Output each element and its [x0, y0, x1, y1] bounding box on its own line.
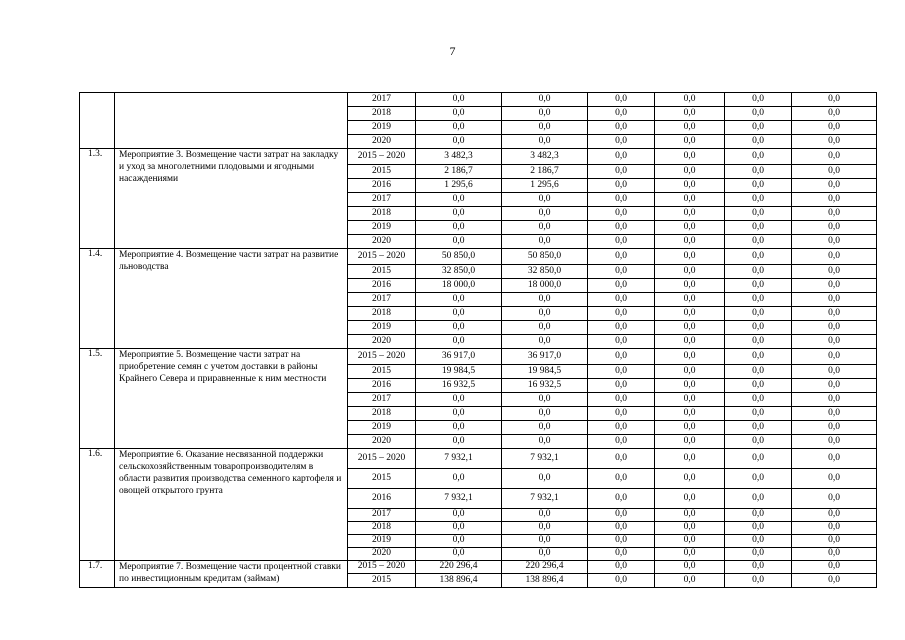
federal-cell: 7 932,1	[502, 449, 588, 469]
col4-cell: 0,0	[588, 421, 655, 435]
total-cell: 3 482,3	[416, 149, 502, 165]
col4-cell: 0,0	[588, 207, 655, 221]
federal-cell: 220 296,4	[502, 561, 588, 574]
col5-cell: 0,0	[655, 469, 725, 489]
table-row	[80, 149, 877, 165]
col6-cell: 0,0	[725, 379, 792, 393]
col4-cell: 0,0	[588, 279, 655, 293]
col7-cell: 0,0	[792, 548, 877, 561]
col4-cell: 0,0	[588, 307, 655, 321]
col5-cell: 0,0	[655, 407, 725, 421]
col7-cell: 0,0	[792, 407, 877, 421]
col4-cell: 0,0	[588, 548, 655, 561]
year-cell: 2015	[348, 365, 416, 379]
year-cell: 2016	[348, 279, 416, 293]
col5-cell: 0,0	[655, 149, 725, 165]
total-cell: 0,0	[416, 107, 502, 121]
federal-cell: 0,0	[502, 522, 588, 535]
year-cell: 2017	[348, 193, 416, 207]
col4-cell: 0,0	[588, 365, 655, 379]
federal-cell: 0,0	[502, 509, 588, 522]
federal-cell: 3 482,3	[502, 149, 588, 165]
year-cell: 2018	[348, 107, 416, 121]
year-cell: 2015	[348, 265, 416, 279]
col4-cell: 0,0	[588, 535, 655, 548]
item-description: Мероприятие 3. Возмещение части затрат на закладку и уход за многолетними плодовыми и ягодными насаждениями	[115, 149, 348, 249]
col7-cell: 0,0	[792, 307, 877, 321]
col4-cell: 0,0	[588, 561, 655, 574]
col5-cell: 0,0	[655, 235, 725, 249]
col7-cell: 0,0	[792, 221, 877, 235]
col5-cell: 0,0	[655, 293, 725, 307]
year-cell: 2015 – 2020	[348, 349, 416, 365]
col7-cell: 0,0	[792, 379, 877, 393]
total-cell: 0,0	[416, 207, 502, 221]
year-cell: 2018	[348, 407, 416, 421]
col6-cell: 0,0	[725, 249, 792, 265]
federal-cell: 0,0	[502, 548, 588, 561]
total-cell: 16 932,5	[416, 379, 502, 393]
col6-cell: 0,0	[725, 509, 792, 522]
col7-cell: 0,0	[792, 561, 877, 574]
col7-cell: 0,0	[792, 93, 877, 107]
col4-cell: 0,0	[588, 522, 655, 535]
col6-cell: 0,0	[725, 193, 792, 207]
col6-cell: 0,0	[725, 407, 792, 421]
year-cell: 2019	[348, 535, 416, 548]
total-cell: 7 932,1	[416, 489, 502, 509]
year-cell: 2020	[348, 235, 416, 249]
federal-cell: 1 295,6	[502, 179, 588, 193]
federal-cell: 0,0	[502, 435, 588, 449]
col6-cell: 0,0	[725, 349, 792, 365]
table-row	[80, 449, 877, 469]
col6-cell: 0,0	[725, 121, 792, 135]
col5-cell: 0,0	[655, 489, 725, 509]
col5-cell: 0,0	[655, 265, 725, 279]
col4-cell: 0,0	[588, 321, 655, 335]
col6-cell: 0,0	[725, 469, 792, 489]
col5-cell: 0,0	[655, 421, 725, 435]
col5-cell: 0,0	[655, 535, 725, 548]
federal-cell: 0,0	[502, 135, 588, 149]
col5-cell: 0,0	[655, 121, 725, 135]
col4-cell: 0,0	[588, 407, 655, 421]
col6-cell: 0,0	[725, 93, 792, 107]
federal-cell: 0,0	[502, 307, 588, 321]
item-description	[115, 93, 348, 149]
col6-cell: 0,0	[725, 574, 792, 587]
year-cell: 2015	[348, 574, 416, 587]
year-cell: 2020	[348, 548, 416, 561]
col6-cell: 0,0	[725, 135, 792, 149]
item-description: Мероприятие 6. Оказание несвязанной поддержки сельскохозяйственным товаропроизводителям в области развития производства семенного картофеля и овощей открытого грунта	[115, 449, 348, 561]
col6-cell: 0,0	[725, 293, 792, 307]
federal-cell: 36 917,0	[502, 349, 588, 365]
total-cell: 0,0	[416, 548, 502, 561]
col5-cell: 0,0	[655, 307, 725, 321]
federal-cell: 0,0	[502, 335, 588, 349]
federal-cell: 0,0	[502, 93, 588, 107]
federal-cell: 0,0	[502, 321, 588, 335]
col7-cell: 0,0	[792, 449, 877, 469]
col5-cell: 0,0	[655, 365, 725, 379]
year-cell: 2015 – 2020	[348, 449, 416, 469]
col7-cell: 0,0	[792, 321, 877, 335]
col6-cell: 0,0	[725, 393, 792, 407]
federal-cell: 0,0	[502, 235, 588, 249]
table-row	[80, 561, 877, 574]
table-row	[80, 349, 877, 365]
col4-cell: 0,0	[588, 121, 655, 135]
year-cell: 2016	[348, 179, 416, 193]
col5-cell: 0,0	[655, 379, 725, 393]
col6-cell: 0,0	[725, 207, 792, 221]
year-cell: 2017	[348, 393, 416, 407]
col4-cell: 0,0	[588, 179, 655, 193]
item-number: 1.7.	[80, 561, 115, 588]
year-cell: 2017	[348, 293, 416, 307]
col6-cell: 0,0	[725, 179, 792, 193]
col7-cell: 0,0	[792, 522, 877, 535]
year-cell: 2019	[348, 221, 416, 235]
col5-cell: 0,0	[655, 221, 725, 235]
total-cell: 0,0	[416, 293, 502, 307]
total-cell: 1 295,6	[416, 179, 502, 193]
col5-cell: 0,0	[655, 435, 725, 449]
col5-cell: 0,0	[655, 522, 725, 535]
year-cell: 2015	[348, 469, 416, 489]
col7-cell: 0,0	[792, 107, 877, 121]
col5-cell: 0,0	[655, 279, 725, 293]
col6-cell: 0,0	[725, 435, 792, 449]
year-cell: 2018	[348, 307, 416, 321]
total-cell: 19 984,5	[416, 365, 502, 379]
col4-cell: 0,0	[588, 93, 655, 107]
col4-cell: 0,0	[588, 193, 655, 207]
col4-cell: 0,0	[588, 293, 655, 307]
federal-cell: 18 000,0	[502, 279, 588, 293]
table-row	[80, 93, 877, 107]
col7-cell: 0,0	[792, 165, 877, 179]
col4-cell: 0,0	[588, 349, 655, 365]
federal-cell: 50 850,0	[502, 249, 588, 265]
col6-cell: 0,0	[725, 561, 792, 574]
federal-cell: 0,0	[502, 421, 588, 435]
col5-cell: 0,0	[655, 207, 725, 221]
year-cell: 2020	[348, 435, 416, 449]
col4-cell: 0,0	[588, 379, 655, 393]
total-cell: 138 896,4	[416, 574, 502, 587]
col5-cell: 0,0	[655, 393, 725, 407]
total-cell: 0,0	[416, 407, 502, 421]
item-description: Мероприятие 7. Возмещение части процентной ставки по инвестиционным кредитам (займам)	[115, 561, 348, 588]
year-cell: 2015	[348, 165, 416, 179]
federal-cell: 7 932,1	[502, 489, 588, 509]
year-cell: 2019	[348, 421, 416, 435]
col5-cell: 0,0	[655, 135, 725, 149]
col6-cell: 0,0	[725, 522, 792, 535]
total-cell: 0,0	[416, 321, 502, 335]
col4-cell: 0,0	[588, 221, 655, 235]
col5-cell: 0,0	[655, 349, 725, 365]
col6-cell: 0,0	[725, 221, 792, 235]
total-cell: 220 296,4	[416, 561, 502, 574]
total-cell: 0,0	[416, 469, 502, 489]
col4-cell: 0,0	[588, 489, 655, 509]
total-cell: 0,0	[416, 235, 502, 249]
col5-cell: 0,0	[655, 449, 725, 469]
federal-cell: 16 932,5	[502, 379, 588, 393]
col4-cell: 0,0	[588, 249, 655, 265]
col5-cell: 0,0	[655, 165, 725, 179]
item-description: Мероприятие 5. Возмещение части затрат на приобретение семян с учетом доставки в районы Крайнего Севера и приравненные к ним местности	[115, 349, 348, 449]
col6-cell: 0,0	[725, 335, 792, 349]
col6-cell: 0,0	[725, 165, 792, 179]
col7-cell: 0,0	[792, 469, 877, 489]
col6-cell: 0,0	[725, 307, 792, 321]
col5-cell: 0,0	[655, 548, 725, 561]
year-cell: 2017	[348, 93, 416, 107]
total-cell: 0,0	[416, 221, 502, 235]
col4-cell: 0,0	[588, 509, 655, 522]
col6-cell: 0,0	[725, 489, 792, 509]
col4-cell: 0,0	[588, 235, 655, 249]
col4-cell: 0,0	[588, 165, 655, 179]
col7-cell: 0,0	[792, 393, 877, 407]
total-cell: 0,0	[416, 335, 502, 349]
federal-cell: 0,0	[502, 293, 588, 307]
total-cell: 7 932,1	[416, 449, 502, 469]
col6-cell: 0,0	[725, 107, 792, 121]
col7-cell: 0,0	[792, 421, 877, 435]
federal-cell: 2 186,7	[502, 165, 588, 179]
year-cell: 2017	[348, 509, 416, 522]
col4-cell: 0,0	[588, 449, 655, 469]
item-number: 1.3.	[80, 149, 115, 249]
col7-cell: 0,0	[792, 279, 877, 293]
col7-cell: 0,0	[792, 179, 877, 193]
col7-cell: 0,0	[792, 509, 877, 522]
page-number: 7	[449, 44, 456, 58]
total-cell: 0,0	[416, 307, 502, 321]
year-cell: 2015 – 2020	[348, 249, 416, 265]
col4-cell: 0,0	[588, 265, 655, 279]
federal-cell: 0,0	[502, 207, 588, 221]
col6-cell: 0,0	[725, 279, 792, 293]
federal-cell: 19 984,5	[502, 365, 588, 379]
federal-cell: 0,0	[502, 407, 588, 421]
col6-cell: 0,0	[725, 265, 792, 279]
item-description: Мероприятие 4. Возмещение части затрат на развитие льноводства	[115, 249, 348, 349]
year-cell: 2019	[348, 321, 416, 335]
col6-cell: 0,0	[725, 321, 792, 335]
col5-cell: 0,0	[655, 179, 725, 193]
col7-cell: 0,0	[792, 207, 877, 221]
total-cell: 0,0	[416, 421, 502, 435]
col7-cell: 0,0	[792, 193, 877, 207]
federal-cell: 0,0	[502, 121, 588, 135]
year-cell: 2015 – 2020	[348, 561, 416, 574]
year-cell: 2018	[348, 522, 416, 535]
col7-cell: 0,0	[792, 574, 877, 587]
col5-cell: 0,0	[655, 321, 725, 335]
year-cell: 2018	[348, 207, 416, 221]
col4-cell: 0,0	[588, 469, 655, 489]
total-cell: 0,0	[416, 393, 502, 407]
year-cell: 2019	[348, 121, 416, 135]
col4-cell: 0,0	[588, 335, 655, 349]
federal-cell: 0,0	[502, 107, 588, 121]
total-cell: 36 917,0	[416, 349, 502, 365]
total-cell: 50 850,0	[416, 249, 502, 265]
col7-cell: 0,0	[792, 121, 877, 135]
col7-cell: 0,0	[792, 365, 877, 379]
col7-cell: 0,0	[792, 489, 877, 509]
col7-cell: 0,0	[792, 335, 877, 349]
col5-cell: 0,0	[655, 93, 725, 107]
total-cell: 0,0	[416, 522, 502, 535]
year-cell: 2015 – 2020	[348, 149, 416, 165]
col4-cell: 0,0	[588, 107, 655, 121]
col6-cell: 0,0	[725, 149, 792, 165]
total-cell: 0,0	[416, 435, 502, 449]
table-row	[80, 249, 877, 265]
col4-cell: 0,0	[588, 393, 655, 407]
col7-cell: 0,0	[792, 293, 877, 307]
total-cell: 0,0	[416, 93, 502, 107]
col4-cell: 0,0	[588, 135, 655, 149]
col7-cell: 0,0	[792, 149, 877, 165]
budget-table	[79, 92, 877, 588]
col6-cell: 0,0	[725, 548, 792, 561]
total-cell: 0,0	[416, 193, 502, 207]
col5-cell: 0,0	[655, 107, 725, 121]
item-number: 1.4.	[80, 249, 115, 349]
col5-cell: 0,0	[655, 249, 725, 265]
col7-cell: 0,0	[792, 265, 877, 279]
federal-cell: 0,0	[502, 221, 588, 235]
col5-cell: 0,0	[655, 509, 725, 522]
federal-cell: 0,0	[502, 469, 588, 489]
col4-cell: 0,0	[588, 435, 655, 449]
total-cell: 18 000,0	[416, 279, 502, 293]
year-cell: 2020	[348, 135, 416, 149]
col6-cell: 0,0	[725, 235, 792, 249]
year-cell: 2020	[348, 335, 416, 349]
col7-cell: 0,0	[792, 135, 877, 149]
col6-cell: 0,0	[725, 535, 792, 548]
total-cell: 32 850,0	[416, 265, 502, 279]
total-cell: 2 186,7	[416, 165, 502, 179]
col6-cell: 0,0	[725, 449, 792, 469]
item-number: 1.5.	[80, 349, 115, 449]
federal-cell: 138 896,4	[502, 574, 588, 587]
federal-cell: 0,0	[502, 393, 588, 407]
year-cell: 2016	[348, 489, 416, 509]
federal-cell: 0,0	[502, 193, 588, 207]
col4-cell: 0,0	[588, 149, 655, 165]
col5-cell: 0,0	[655, 574, 725, 587]
col5-cell: 0,0	[655, 335, 725, 349]
total-cell: 0,0	[416, 121, 502, 135]
col7-cell: 0,0	[792, 235, 877, 249]
total-cell: 0,0	[416, 509, 502, 522]
total-cell: 0,0	[416, 135, 502, 149]
federal-cell: 0,0	[502, 535, 588, 548]
year-cell: 2016	[348, 379, 416, 393]
total-cell: 0,0	[416, 535, 502, 548]
col7-cell: 0,0	[792, 435, 877, 449]
col7-cell: 0,0	[792, 535, 877, 548]
col7-cell: 0,0	[792, 349, 877, 365]
col5-cell: 0,0	[655, 561, 725, 574]
col6-cell: 0,0	[725, 421, 792, 435]
federal-cell: 32 850,0	[502, 265, 588, 279]
col5-cell: 0,0	[655, 193, 725, 207]
col7-cell: 0,0	[792, 249, 877, 265]
item-number	[80, 93, 115, 149]
col6-cell: 0,0	[725, 365, 792, 379]
col4-cell: 0,0	[588, 574, 655, 587]
item-number: 1.6.	[80, 449, 115, 561]
